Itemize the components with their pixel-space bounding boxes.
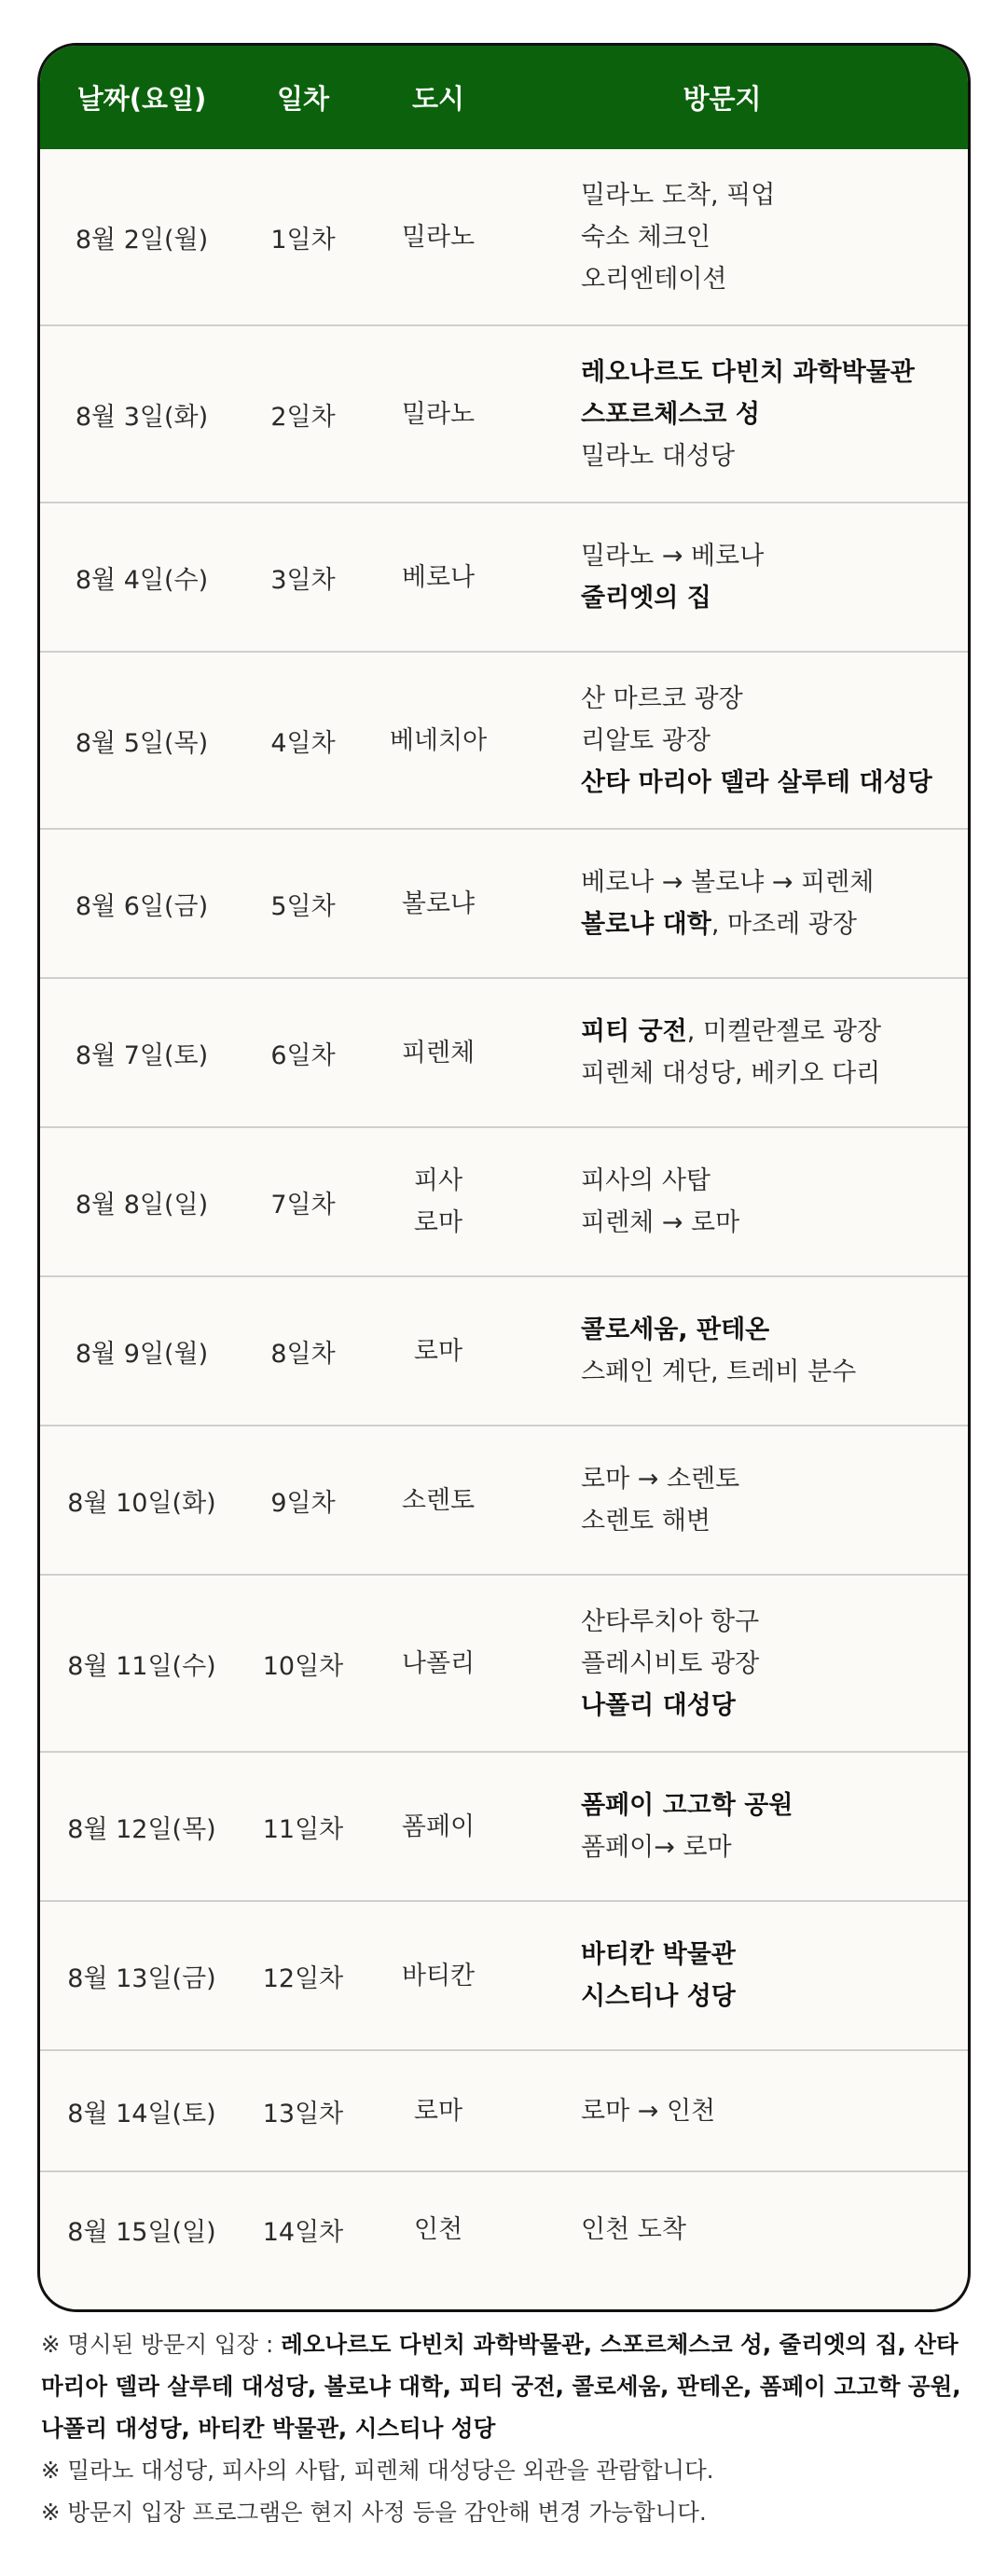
- city-name: 로마: [413, 1208, 463, 1237]
- visit-text: 스페인 계단, 트레비 분수: [581, 1357, 857, 1386]
- city-name: 베네치아: [389, 725, 488, 755]
- visit-line: [581, 1601, 968, 1643]
- visit-text: 리알토 광장: [581, 725, 710, 755]
- visit-line: [581, 216, 968, 258]
- cell-city: [363, 1160, 514, 1244]
- visit-text: 오리엔테이션: [581, 264, 727, 294]
- cell-date: 8월 10일(화): [67, 1488, 216, 1518]
- visit-line: [581, 1826, 968, 1868]
- cell-day: 5일차: [270, 891, 336, 921]
- table-row: [40, 149, 968, 326]
- table-row: [40, 1902, 968, 2051]
- cell-city: [363, 2090, 514, 2132]
- city-name: 피사: [413, 1166, 463, 1195]
- cell-date: 8월 6일(금): [75, 891, 209, 921]
- visit-line: [581, 1500, 968, 1542]
- cell-city: [363, 1955, 514, 1997]
- city-name: 베로나: [401, 562, 476, 592]
- table-row: [40, 1753, 968, 1902]
- table-row: [40, 2051, 968, 2172]
- visit-line: [581, 258, 968, 300]
- cell-date: 8월 12일(목): [67, 1814, 216, 1844]
- visit-text: 폼페이→ 로마: [581, 1833, 732, 1862]
- cell-day: 14일차: [262, 2218, 344, 2247]
- visit-highlight: 바티칸 박물관: [581, 1940, 736, 1969]
- cell-date: 8월 5일(목): [75, 728, 209, 758]
- table-row: [40, 1277, 968, 1426]
- visit-highlight: 폼페이 고고학 공원: [581, 1791, 793, 1820]
- cell-date: 8월 13일(금): [67, 1963, 216, 1993]
- city-name: 피렌체: [401, 1038, 476, 1068]
- cell-date: 8월 11일(수): [67, 1651, 216, 1681]
- city-name: 폼페이: [401, 1811, 476, 1841]
- visit-text: 밀라노 → 베로나: [581, 542, 765, 571]
- visit-highlight: 스포르체스코 성: [581, 399, 760, 429]
- visit-text: 로마 → 인천: [581, 2096, 716, 2126]
- cell-city: [363, 2209, 514, 2251]
- cell-visit: [514, 1458, 968, 1542]
- visit-line: [581, 1458, 968, 1500]
- cell-city: [363, 1480, 514, 1522]
- cell-visit: [514, 1601, 968, 1727]
- cell-city: [363, 720, 514, 762]
- cell-date: 8월 14일(토): [67, 2099, 216, 2128]
- cell-date: 8월 9일(월): [75, 1339, 209, 1369]
- visit-text: 플레시비토 광장: [581, 1648, 760, 1678]
- visit-line: [581, 1643, 968, 1685]
- table-row: [40, 979, 968, 1128]
- cell-date: 8월 8일(일): [75, 1190, 209, 1219]
- visit-text: 로마 → 소렌토: [581, 1465, 740, 1494]
- visit-text: 밀라노 대성당: [581, 441, 736, 471]
- table-row: [40, 1576, 968, 1753]
- visit-highlight: 볼로냐 대학: [581, 910, 711, 939]
- visit-text: 밀라노 도착, 픽업: [581, 180, 776, 210]
- visit-highlight: 줄리엣의 집: [581, 584, 711, 613]
- cell-day: 1일차: [270, 225, 336, 255]
- cell-visit: [514, 2209, 968, 2251]
- cell-day: 10일차: [262, 1651, 344, 1681]
- cell-city: [363, 1032, 514, 1074]
- cell-city: [363, 393, 514, 435]
- visit-line: [581, 1011, 968, 1053]
- cell-visit: [514, 1309, 968, 1393]
- table-row: [40, 1128, 968, 1277]
- visit-highlight: 콜로세움, 판테온: [581, 1316, 770, 1344]
- cell-city: [363, 883, 514, 925]
- cell-day: 3일차: [270, 565, 336, 595]
- visit-text: , 미켈란젤로 광장: [686, 1017, 882, 1046]
- city-name: 로마: [413, 2096, 463, 2126]
- visit-text: 피사의 사탑: [581, 1166, 710, 1195]
- cell-date: 8월 3일(화): [75, 402, 209, 432]
- note-admission-list: 레오나르도 다빈치 과학박물관, 스포르체스코 성, 줄리엣의 집, 산타 마리아 델라 살루테 대성당, 볼로냐 대학, 피티 궁전, 콜로세움, 판테온, 폼페이 고고학 공원, 나폴리 대성당, 바티칸 박물관, 시스티나 성당: [41, 2331, 961, 2442]
- city-name: 밀라노: [401, 399, 476, 429]
- visit-line: [581, 720, 968, 762]
- table-header: [40, 46, 968, 149]
- city-name: 나폴리: [401, 1648, 476, 1678]
- visit-line: [581, 861, 968, 903]
- visit-line: [581, 351, 968, 393]
- cell-date: 8월 4일(수): [75, 565, 209, 595]
- visit-highlight: 시스티나 성당: [581, 1982, 736, 2011]
- visit-line: [581, 435, 968, 477]
- note-admission-prefix: ※ 명시된 방문지 입장 :: [41, 2331, 282, 2358]
- cell-city: [363, 1330, 514, 1372]
- cell-day: 7일차: [270, 1190, 336, 1219]
- cell-city: [363, 1806, 514, 1848]
- cell-day: 2일차: [270, 402, 336, 432]
- visit-highlight: 산타 마리아 델라 살루테 대성당: [581, 767, 932, 797]
- visit-line: [581, 1160, 968, 1202]
- note-exterior: ※ 밀라노 대성당, 피사의 사탑, 피렌체 대성당은 외관을 관람합니다.: [41, 2457, 714, 2484]
- cell-visit: [514, 174, 968, 300]
- table-row: [40, 653, 968, 830]
- visit-line: [581, 1784, 968, 1826]
- visit-text: 산 마르코 광장: [581, 683, 743, 713]
- cell-visit: [514, 2090, 968, 2132]
- visit-text: 소렌토 해변: [581, 1507, 710, 1536]
- cell-day: 12일차: [262, 1963, 344, 1993]
- note-admission: [41, 2323, 973, 2449]
- city-name: 밀라노: [401, 222, 476, 252]
- table-row: [40, 503, 968, 653]
- table-row: [40, 830, 968, 979]
- city-name: 바티칸: [401, 1961, 476, 1991]
- visit-line: [581, 174, 968, 216]
- cell-city: [363, 1643, 514, 1685]
- cell-visit: [514, 1011, 968, 1095]
- visit-line: [581, 2209, 968, 2251]
- visit-line: [581, 577, 968, 619]
- visit-text: 베로나 → 볼로냐 → 피렌체: [581, 868, 875, 897]
- visit-line: [581, 1685, 968, 1727]
- cell-visit: [514, 1160, 968, 1244]
- header-visit: 방문지: [683, 83, 762, 115]
- visit-line: [581, 762, 968, 804]
- visit-text: 숙소 체크인: [581, 222, 710, 252]
- visit-line: [581, 1934, 968, 1976]
- visit-text: , 마조레 광장: [710, 910, 857, 939]
- visit-highlight: 피티 궁전: [581, 1017, 687, 1046]
- itinerary-table: [37, 43, 971, 2312]
- visit-text: 산타루치아 항구: [581, 1606, 760, 1636]
- cell-visit: [514, 678, 968, 804]
- cell-day: 13일차: [262, 2099, 344, 2128]
- cell-visit: [514, 535, 968, 619]
- visit-line: [581, 1976, 968, 2018]
- cell-visit: [514, 1784, 968, 1868]
- cell-date: 8월 7일(토): [75, 1040, 209, 1070]
- notes: [41, 2323, 973, 2533]
- cell-day: 9일차: [270, 1488, 336, 1518]
- cell-day: 6일차: [270, 1040, 336, 1070]
- cell-visit: [514, 351, 968, 477]
- visit-line: [581, 2090, 968, 2132]
- header-date: 날짜(요일): [76, 83, 207, 115]
- table-row: [40, 1426, 968, 1576]
- visit-line: [581, 1202, 968, 1244]
- table-body: [40, 149, 968, 2287]
- note-change: ※ 방문지 입장 프로그램은 현지 사정 등을 감안해 변경 가능합니다.: [41, 2499, 707, 2526]
- cell-date: 8월 15일(일): [67, 2218, 216, 2247]
- cell-visit: [514, 1934, 968, 2018]
- city-name: 로마: [413, 1336, 463, 1366]
- visit-line: [581, 535, 968, 577]
- visit-line: [581, 678, 968, 720]
- visit-line: [581, 1053, 968, 1095]
- cell-day: 8일차: [270, 1339, 336, 1369]
- visit-line: [581, 1309, 968, 1351]
- header-city: 도시: [411, 83, 465, 115]
- visit-line: [581, 903, 968, 945]
- visit-highlight: 레오나르도 다빈치 과학박물관: [581, 357, 915, 387]
- visit-line: [581, 1351, 968, 1393]
- cell-day: 11일차: [262, 1814, 344, 1844]
- cell-visit: [514, 861, 968, 945]
- visit-text: 인천 도착: [581, 2215, 686, 2244]
- cell-city: [363, 557, 514, 599]
- visit-line: [581, 393, 968, 435]
- visit-text: 피렌체 대성당, 베키오 다리: [581, 1059, 881, 1088]
- city-name: 볼로냐: [401, 889, 476, 918]
- table-row: [40, 326, 968, 503]
- table-row: [40, 2172, 968, 2287]
- visit-highlight: 나폴리 대성당: [581, 1690, 736, 1720]
- cell-day: 4일차: [270, 728, 336, 758]
- city-name: 소렌토: [401, 1485, 476, 1515]
- cell-city: [363, 216, 514, 258]
- city-name: 인천: [413, 2215, 463, 2244]
- cell-date: 8월 2일(월): [75, 225, 209, 255]
- header-day: 일차: [276, 83, 330, 115]
- visit-text: 피렌체 → 로마: [581, 1208, 740, 1237]
